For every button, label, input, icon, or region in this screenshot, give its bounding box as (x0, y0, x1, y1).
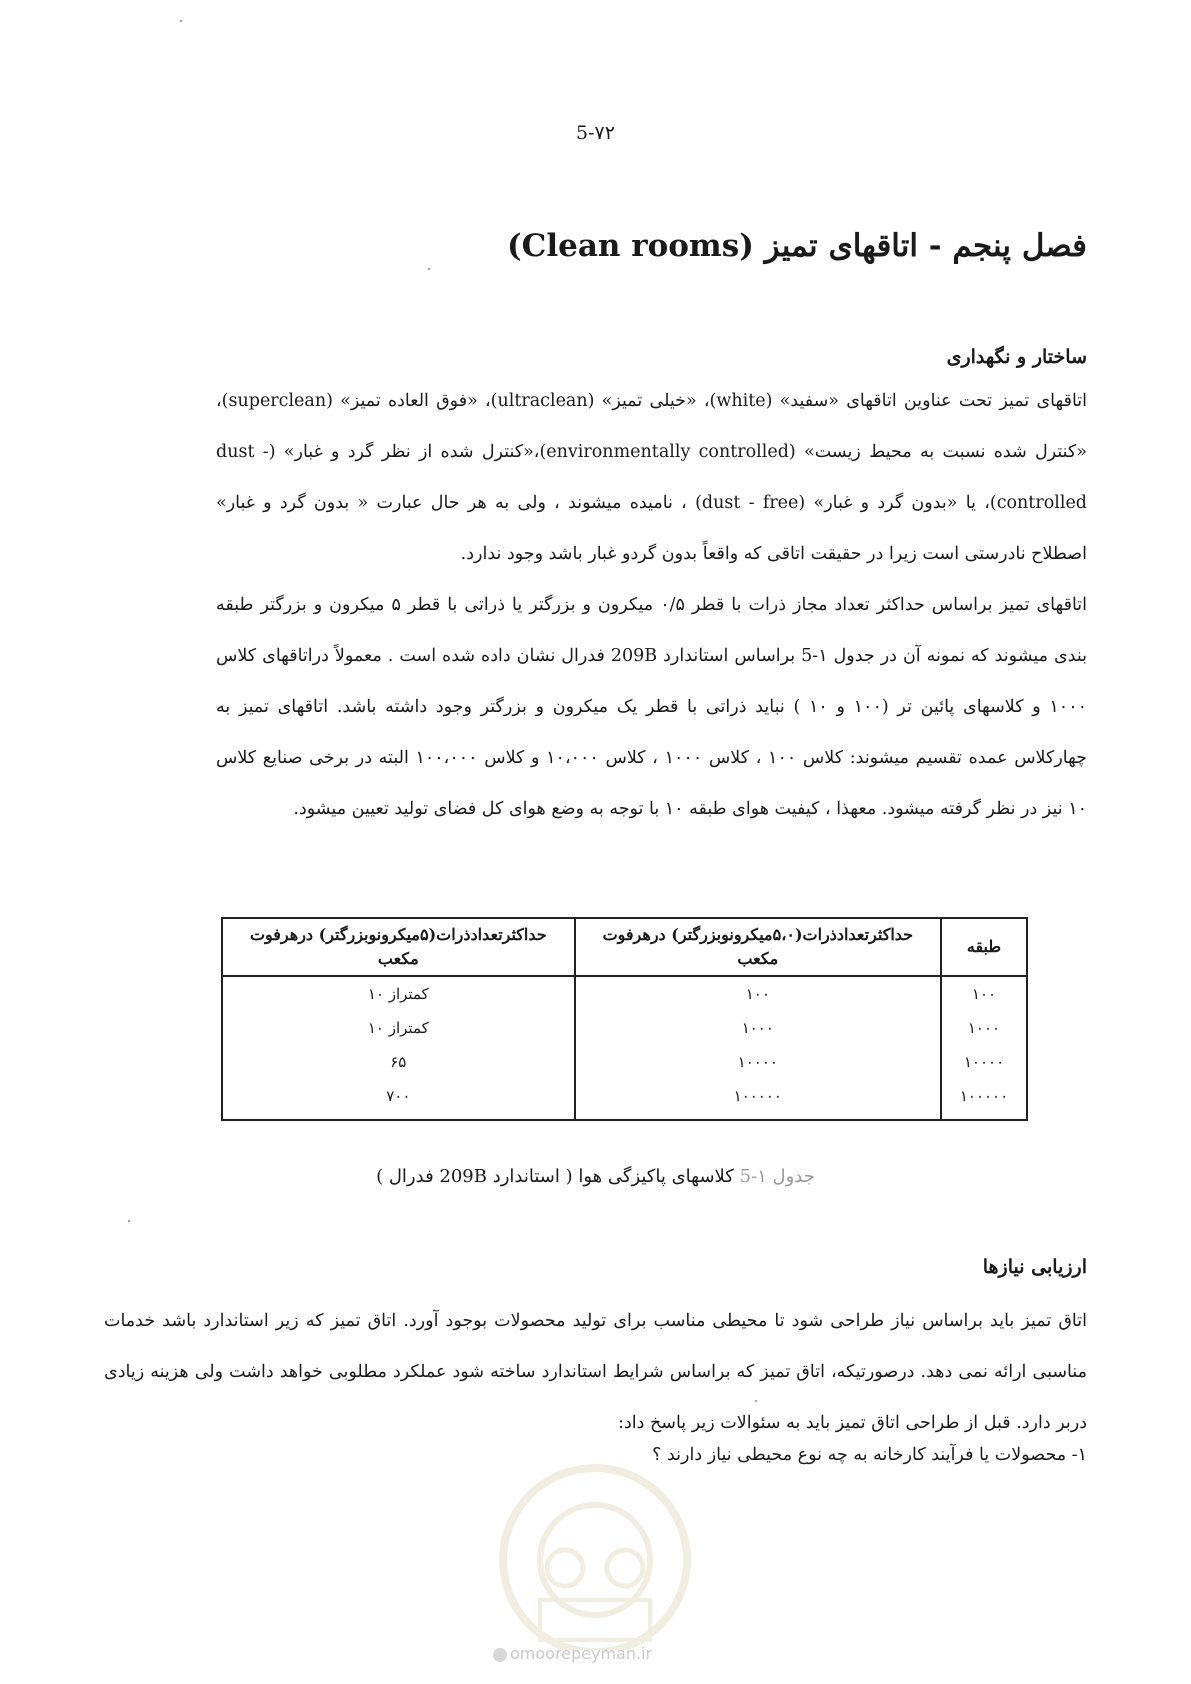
table-cell: ۱۰۰ (575, 976, 941, 1011)
table-header-particles-5: حداکثرتعدادذرات(۵میکرونوبزرگتر) درهرفوت مکعب (222, 918, 575, 976)
table-cell: ۱۰۰۰۰۰ (941, 1079, 1027, 1120)
scan-speck (128, 1220, 130, 1222)
table-cell: ۱۰۰۰۰۰ (575, 1079, 941, 1120)
section-heading-structure: ساختار و نگهداری (946, 346, 1087, 368)
watermark-url (493, 1644, 652, 1663)
table-cell: ۱۰۰۰ (575, 1011, 941, 1045)
table-cell: ۱۰۰۰ (941, 1011, 1027, 1045)
table-cell: ۷۰۰ (222, 1079, 575, 1120)
watermark-badge-icon (493, 1648, 507, 1662)
table-caption-text: کلاسهای پاکیزگی هوا ( استاندارد 209B فدرال ) (376, 1166, 734, 1187)
table-header-row (222, 918, 1027, 976)
paragraph-needs-assessment: اتاق تمیز باید براساس نیاز طراحی شود تا محیطی مناسب برای تولید محصولات بوجود آورد. اتاق تمیز که زیر استاندارد باشد خدمات مناسبی ارائه نمی دهد. درصورتیکه، اتاق تمیز که براساس شرایط استاندارد ساخته شود عملکرد مطلوبی خواهد داشت ولی هزینه زیادی دربر دارد. قبل از طراحی اتاق تمیز باید به سئوالات زیر پاسخ داد: (104, 1311, 1088, 1433)
table-cell: کمتراز ۱۰ (222, 976, 575, 1011)
table-header-particles-05: حداکثرتعدادذرات(۵،۰میکرونوبزرگتر) درهرفوت مکعب (575, 918, 941, 976)
paragraph-clean-room-names: اتاقهای تمیز تحت عناوین اتاقهای «سفید» (white)، «خیلی تمیز» (ultraclean)، «فوق العاده تمیز» (superclean)، «کنترل شده نسبت به محیط زیست» (environmentally controlled)،«کنترل شده از نظر گرد و غبار» (dust - controlled)، یا «بدون گرد و غبار» (dust - free) ، نامیده میشوند ، ولی به هر حال عبارت « بدون گرد و غبار» اصطلاح نادرستی است زیرا در حقیقت اتاقی که واقعاً بدون گردو غبار باشد وجود ندارد. (216, 391, 1088, 564)
cleanroom-class-table (221, 917, 1028, 1121)
watermark-url-text: omoorepeyman.ir (510, 1644, 653, 1663)
scan-speck (428, 268, 430, 270)
page-number: 5-۷۲ (576, 122, 615, 144)
chapter-title: فصل پنجم - اتاقهای تمیز (Clean rooms) (506, 228, 1087, 264)
table-row (222, 1045, 1027, 1079)
table-cell: ۶۵ (222, 1045, 575, 1079)
scan-speck (755, 1400, 757, 1402)
table-cell: کمتراز ۱۰ (222, 1011, 575, 1045)
table-row (222, 1079, 1027, 1120)
table-caption-label: جدول ۱-5 (739, 1166, 815, 1187)
section-heading-needs: ارزیابی نیازها (982, 1256, 1087, 1278)
watermark-logo-icon (480, 1450, 710, 1650)
table-row (222, 1011, 1027, 1045)
table-cell: ۱۰۰۰۰ (941, 1045, 1027, 1079)
table-caption (0, 1166, 1191, 1187)
paragraph-classification: اتاقهای تمیز براساس حداکثر تعداد مجاز ذرات با قطر ۰/۵ میکرون و بزرگتر یا ذراتی با قطر ۵ میکرون و بزرگتر طبقه بندی میشوند که نمونه آن در جدول ۱-5 براساس استاندارد 209B فدرال نشان داده شده است . معمولاً دراتاقهای کلاس ۱۰۰۰ و کلاسهای پائین تر (۱۰۰ و ۱۰ ) نباید ذراتی با قطر یک میکرون و بزرگتر وجود داشته باشد. اتاقهای تمیز به چهارکلاس عمده تقسیم میشوند: کلاس ۱۰۰ ، کلاس ۱۰۰۰ ، کلاس ۱۰،۰۰۰ و کلاس ۱۰۰،۰۰۰ البته در برخی صنایع کلاس ۱۰ نیز در نظر گرفته میشود. معهذا ، کیفیت هوای طبقه ۱۰ با توجه به وضع هوای کل فضای تولید تعیین میشود. (216, 595, 1088, 819)
table-cell: ۱۰۰ (941, 976, 1027, 1011)
scan-speck (180, 20, 182, 22)
table-cell: ۱۰۰۰۰ (575, 1045, 941, 1079)
table-row (222, 976, 1027, 1011)
table-header-class: طبقه (941, 918, 1027, 976)
list-item-question-1: ۱- محصولات یا فرآیند کارخانه به چه نوع محیطی نیاز دارند ؟ (652, 1445, 1087, 1465)
